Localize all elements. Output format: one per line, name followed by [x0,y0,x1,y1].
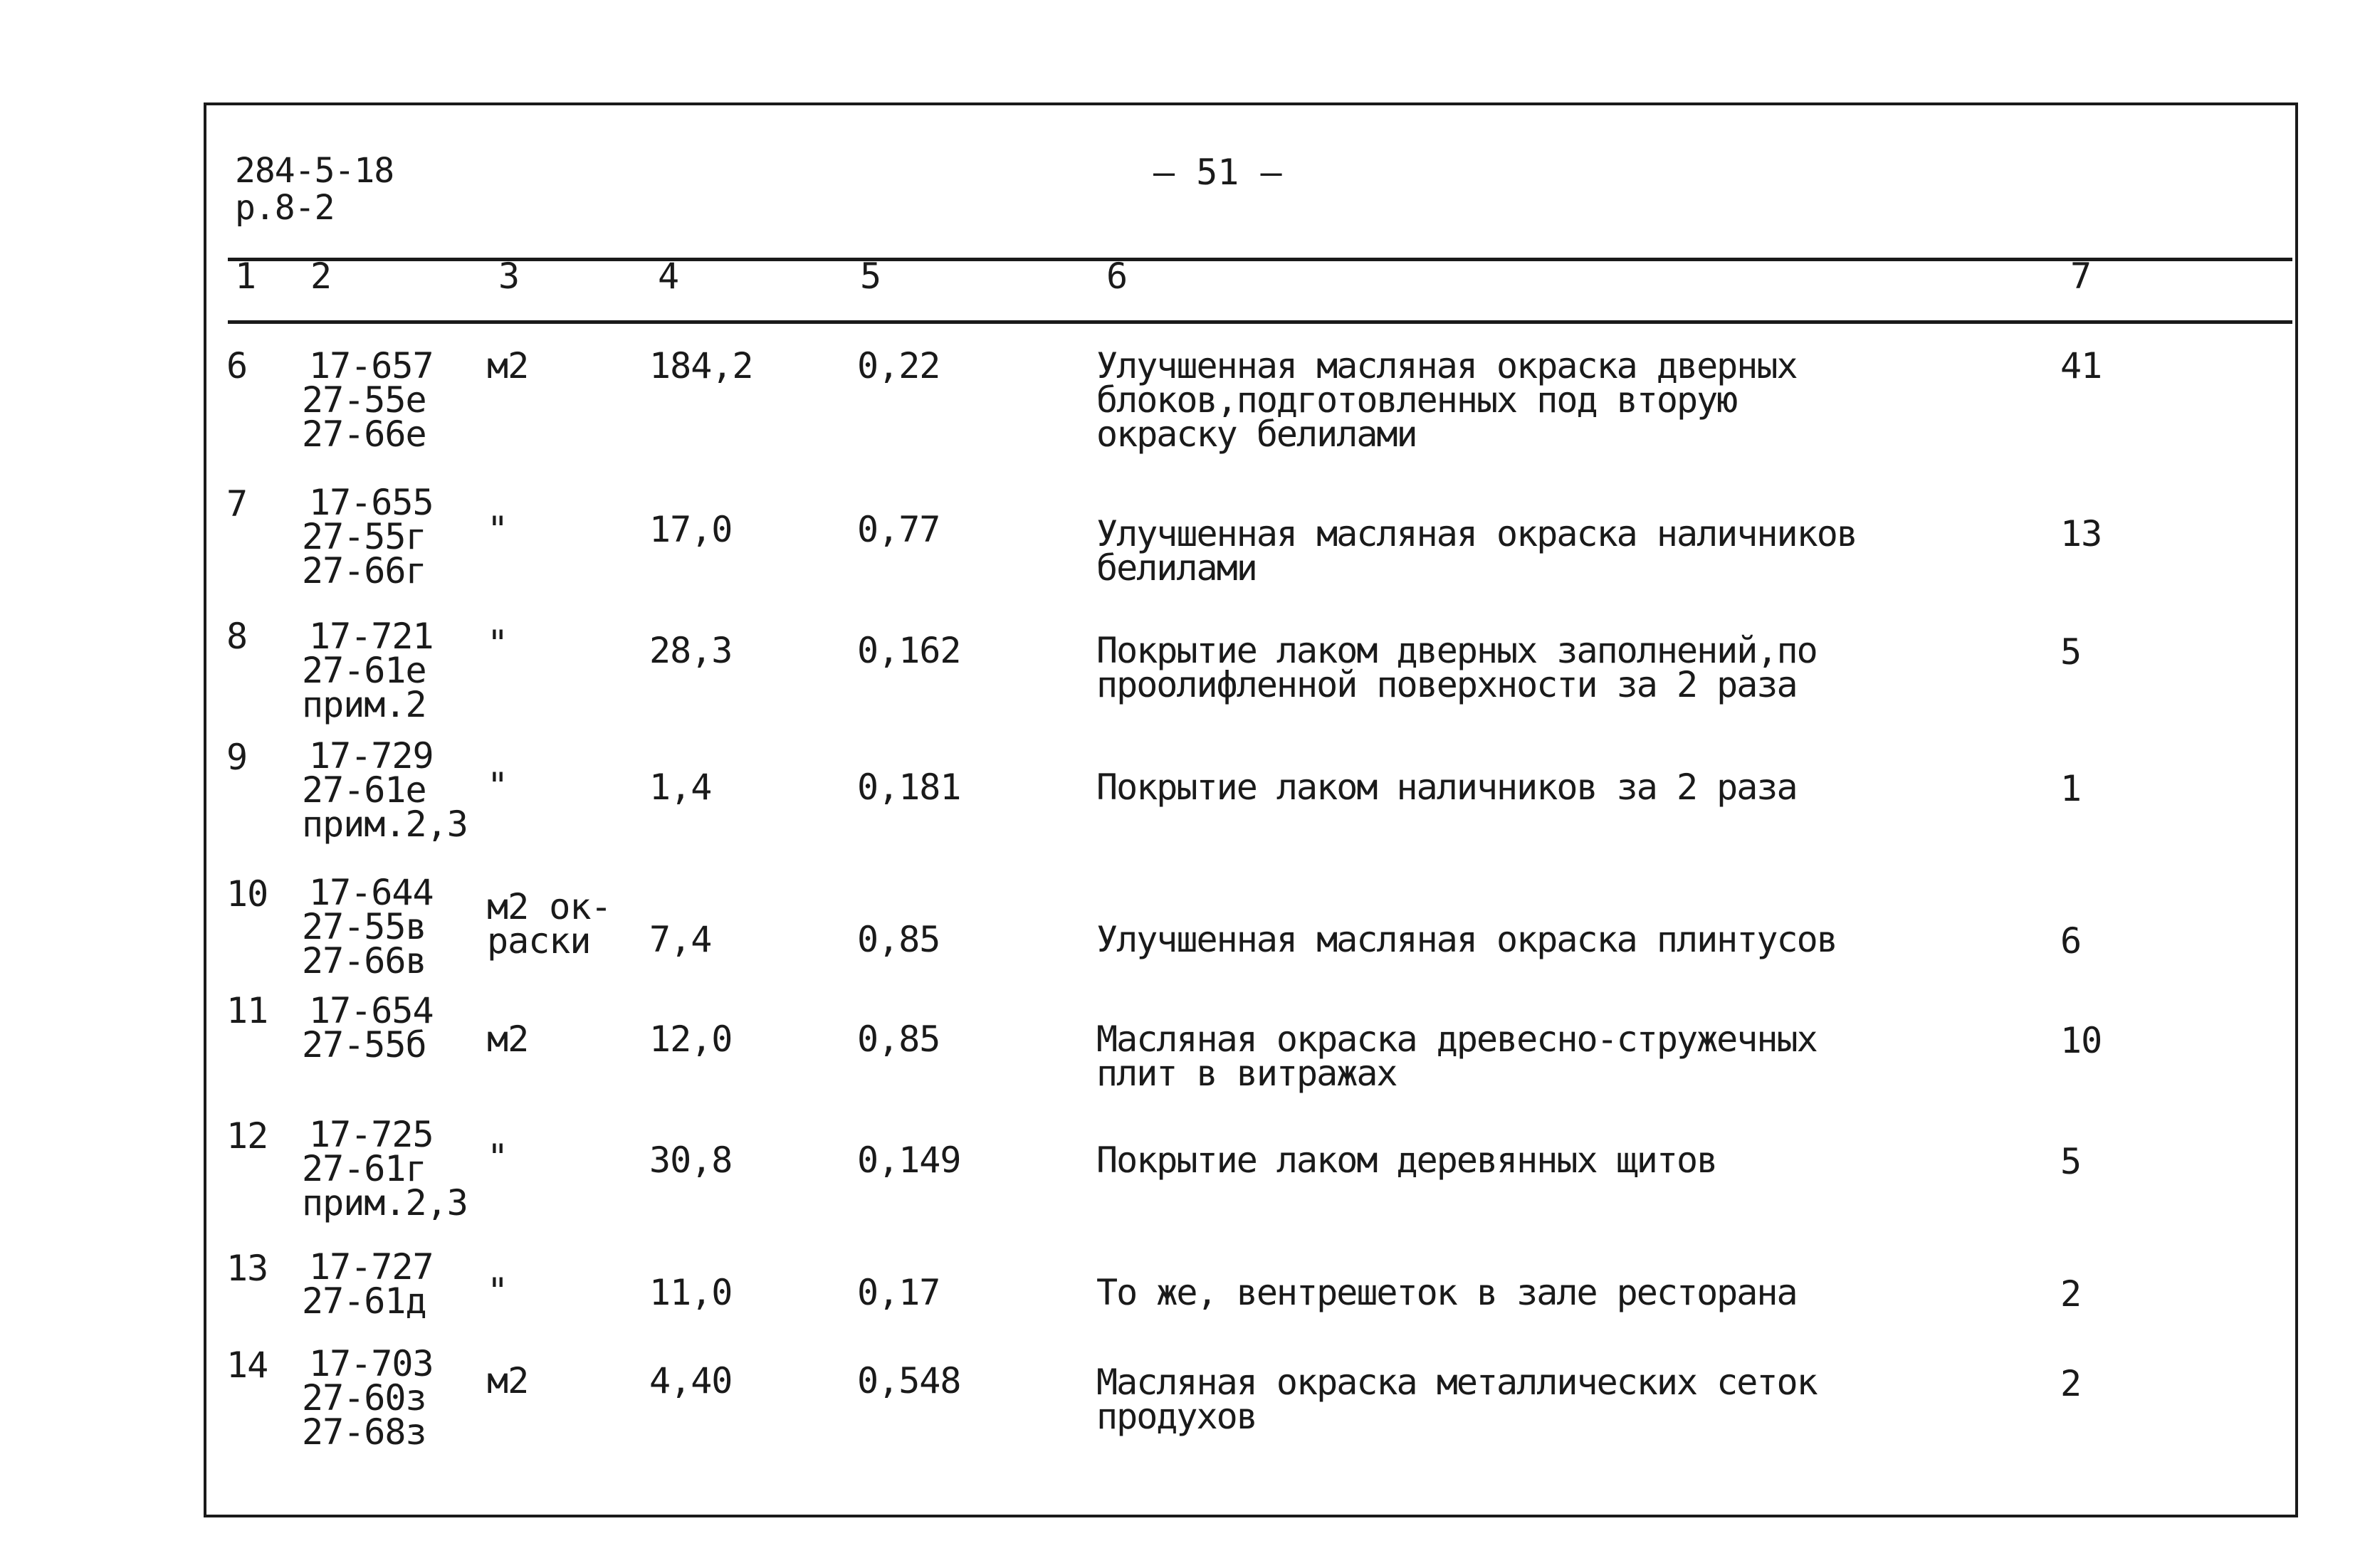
work-description: Покрытие лаком дверных заполнений,по [1096,630,1817,671]
unit-of-measure: м2 [487,345,529,386]
unit-of-measure: м2 ок- раски [487,886,612,962]
rate-value: 0,17 [857,1272,940,1313]
rate-value: 0,22 [857,345,940,386]
quantity-value: 30,8 [649,1140,733,1181]
column-header-7: 7 [2070,256,2092,297]
header-rule-bottom [228,320,2292,324]
norm-code: 27-68з [302,1411,426,1453]
total-value: 2 [2060,1363,2082,1404]
quantity-value: 7,4 [649,919,712,960]
column-header-1: 1 [235,256,257,297]
work-description: плит в витражах [1096,1053,1397,1094]
column-header-3: 3 [498,256,520,297]
row-number: 6 [226,345,248,386]
total-value: 1 [2060,768,2082,809]
rate-value: 0,85 [857,1019,940,1060]
total-value: 10 [2060,1020,2102,1061]
work-description: Масляная окраска древесно-стружечных [1096,1019,1817,1060]
row-number: 12 [226,1115,268,1157]
unit-of-measure: " [487,623,508,664]
norm-code: 27-55в [302,906,426,947]
quantity-value: 11,0 [649,1272,733,1313]
quantity-value: 1,4 [649,767,712,808]
quantity-value: 28,3 [649,630,733,671]
column-header-4: 4 [658,256,680,297]
norm-code: 17-727 [309,1246,434,1288]
page-number: — 51 — [1153,152,1282,193]
norm-code: 17-721 [309,616,434,657]
total-value: 41 [2060,345,2102,386]
doc-code: 284-5-18 [235,151,394,191]
quantity-value: 4,40 [649,1360,733,1401]
norm-code: 17-725 [309,1114,434,1155]
rate-value: 0,149 [857,1140,961,1181]
document-code [235,152,394,226]
norm-code: 27-61е [302,769,426,811]
norm-code: 27-55е [302,379,426,421]
work-description: Улучшенная масляная окраска дверных [1096,345,1797,386]
norm-code: 27-66в [302,940,426,982]
unit-of-measure: м2 [487,1019,529,1060]
rate-value: 0,85 [857,919,940,960]
column-header-6: 6 [1106,256,1128,297]
quantity-value: 17,0 [649,509,733,550]
work-description: белилами [1096,547,1257,589]
unit-of-measure: " [487,1270,508,1312]
row-number: 14 [226,1345,268,1386]
norm-code: 27-55г [302,516,426,557]
norm-code: 17-729 [309,735,434,777]
work-description: проолифленной поверхности за 2 раза [1096,664,1797,705]
norm-code: 27-61е [302,650,426,691]
quantity-value: 184,2 [649,345,753,386]
column-header-5: 5 [860,256,882,297]
total-value: 5 [2060,1141,2082,1182]
total-value: 6 [2060,920,2082,962]
norm-code: 27-61д [302,1280,426,1322]
work-description: Масляная окраска металлических сеток [1096,1362,1817,1403]
norm-code: 17-644 [309,872,434,913]
rate-value: 0,181 [857,767,961,808]
row-number: 10 [226,873,268,915]
unit-of-measure: м2 [487,1360,529,1401]
norm-code: прим.2,3 [302,804,468,845]
total-value: 13 [2060,513,2102,554]
rate-value: 0,548 [857,1360,961,1401]
norm-code: прим.2,3 [302,1182,468,1224]
work-description: блоков,подготовленных под вторую [1096,379,1737,421]
norm-code: 17-655 [309,482,434,523]
section-code: р.8-2 [235,188,335,228]
total-value: 2 [2060,1273,2082,1315]
work-description: Улучшенная масляная окраска плинтусов [1096,919,1837,960]
norm-code: 27-66е [302,414,426,455]
row-number: 7 [226,483,248,525]
rate-value: 0,162 [857,630,961,671]
work-description: продухов [1096,1396,1257,1437]
norm-code: 27-60з [302,1377,426,1419]
row-number: 13 [226,1248,268,1289]
work-description: Покрытие лаком деревянных щитов [1096,1140,1717,1181]
norm-code: 27-61г [302,1148,426,1189]
norm-code: 17-703 [309,1343,434,1384]
norm-code: 27-55б [302,1024,426,1065]
work-description: окраску белилами [1096,414,1417,455]
unit-of-measure: " [487,509,508,550]
total-value: 5 [2060,631,2082,673]
unit-of-measure: " [487,1137,508,1178]
work-description: Покрытие лаком наличников за 2 раза [1096,767,1797,808]
norm-code: 17-654 [309,990,434,1031]
header-rule-top [228,258,2292,261]
norm-code: 27-66г [302,550,426,591]
row-number: 8 [226,616,248,657]
row-number: 9 [226,737,248,778]
norm-code: 17-657 [309,345,434,386]
work-description: То же, вентрешеток в зале ресторана [1096,1272,1797,1313]
rate-value: 0,77 [857,509,940,550]
column-header-2: 2 [310,256,332,297]
work-description: Улучшенная масляная окраска наличников [1096,513,1857,554]
row-number: 11 [226,990,268,1031]
norm-code: прим.2 [302,684,426,725]
unit-of-measure: " [487,765,508,806]
quantity-value: 12,0 [649,1019,733,1060]
